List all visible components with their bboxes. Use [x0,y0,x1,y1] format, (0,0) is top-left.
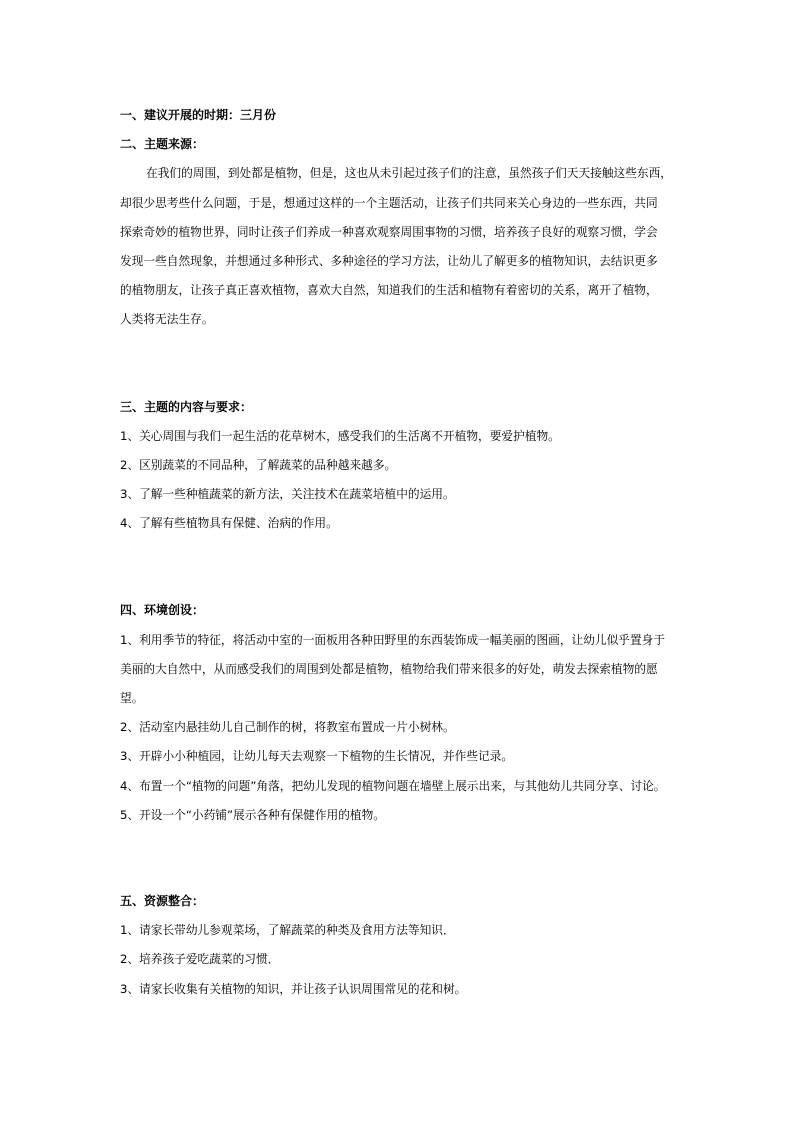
content-list-item: 3、了解一些种植蔬菜的新方法，关注技术在蔬菜培植中的运用。 [120,487,455,502]
content-list-item: 2、区别蔬菜的不同品种，了解蔬菜的品种越来越多。 [120,457,397,472]
source-paragraph-line: 在我们的周围，到处都是植物，但是，这也从未引起过孩子们的注意，虽然孩子们天天接触这些东西， [146,166,672,181]
resources-list-item: 2、培养孩子爱吃蔬菜的习惯． [120,952,280,967]
content-list-item: 1、关心周围与我们一起生活的花草树木，感受我们的生活离不开植物，要爱护植物。 [120,428,560,443]
section-content-heading: 三、主题的内容与要求： [120,399,253,414]
section-spacer [120,830,680,887]
environment-line: 2、活动室内悬挂幼儿自己制作的树，将教室布置成一片小树林。 [120,720,455,735]
document-body [120,101,680,1004]
environment-line: 美丽的大自然中，从而感受我们的周围到处都是植物，植物给我们带来很多的好处，萌发去探索植物的愿 [120,661,658,676]
source-paragraph-line: 却很少思考些什么问题，于是，想通过这样的一个主题活动，让孩子们共同来关心身边的一些东西，共同 [120,195,658,210]
environment-line: 5、开设一个“小药铺”展示各种有保健作用的植物。 [120,807,385,822]
source-paragraph-line: 人类将无法生存。 [120,312,214,327]
content-list-item: 4、了解有些植物具有保健、治病的作用。 [120,516,338,531]
section-environment-heading: 四、环境创设： [120,603,205,618]
resources-list-item: 1、请家长带幼儿参观菜场，了解蔬菜的种类及食用方法等知识． [120,923,455,938]
source-paragraph-line: 发现一些自然现象，并想通过多种形式、多种途径的学习方法，让幼儿了解更多的植物知识，去结识更多 [120,253,658,268]
section-period-heading: 一、建议开展的时期：三月份 [120,108,277,122]
resources-list-item: 3、请家长收集有关植物的知识，并让孩子认识周围常见的花和树。 [120,981,467,996]
source-paragraph-line: 的植物朋友，让孩子真正喜欢植物，喜欢大自然，知道我们的生活和植物有着密切的关系，离开了植物， [120,283,658,298]
environment-line: 望。 [120,691,144,705]
section-spacer [120,538,680,596]
section-resources-heading: 五、资源整合： [120,893,205,908]
environment-line: 1、利用季节的特征，将活动中室的一面板用各种田野里的东西装饰成一幅美丽的图画，让幼儿似乎置身于 [120,632,666,647]
source-paragraph-line: 探索奇妙的植物世界，同时让孩子们养成一种喜欢观察周围事物的习惯，培养孩子良好的观察习惯，学会 [120,224,658,239]
section-source-heading: 二、主题来源： [120,137,205,152]
environment-line: 3、开辟小小种植园，让幼儿每天去观察一下植物的生长情况，并作些记录。 [120,749,514,764]
section-spacer [120,335,680,393]
environment-line: 4、布置一个“植物的问题”角落，把幼儿发现的植物问题在墙壁上展示出来，与其他幼儿共同分享、讨论。 [120,778,666,793]
